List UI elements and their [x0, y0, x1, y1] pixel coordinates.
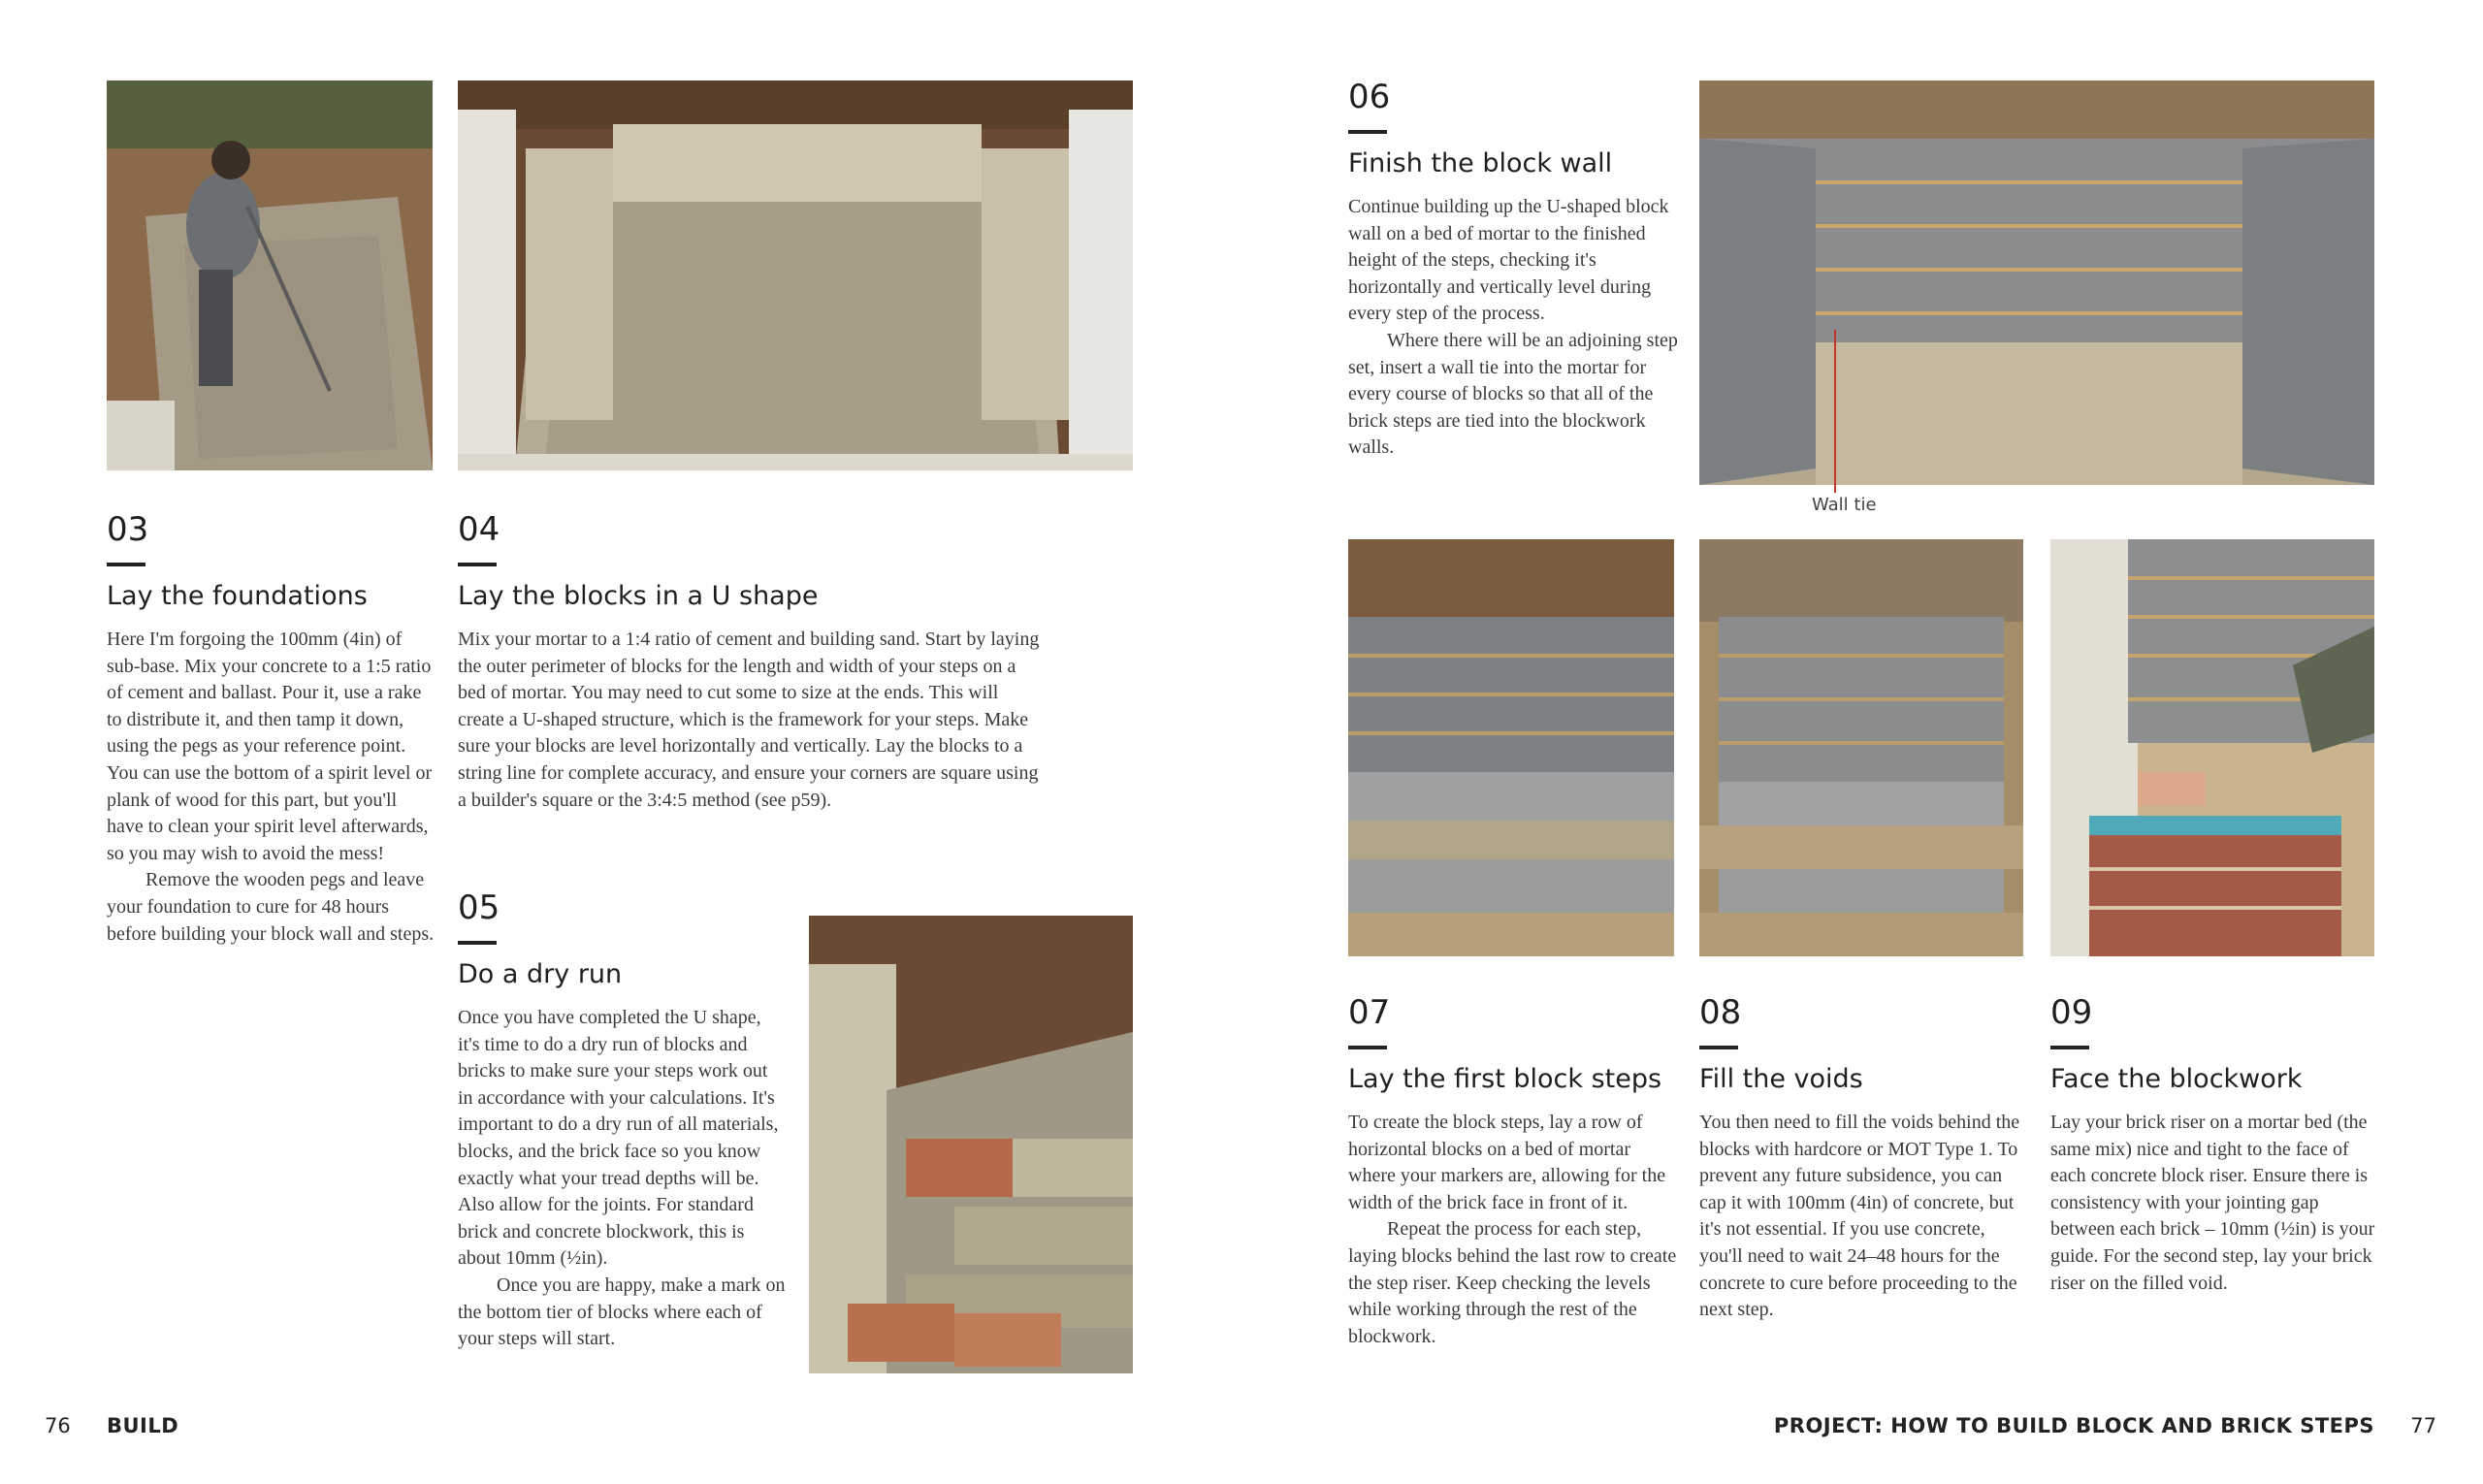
step-title: Finish the block wall: [1348, 148, 1613, 178]
photo-brick-facing: [2050, 539, 2374, 956]
step-05: [458, 888, 786, 1353]
photo-blocks-u-shape: [458, 81, 1133, 470]
step-number: 06: [1348, 78, 1391, 116]
step-number: 09: [2050, 993, 2093, 1032]
step-body: [1699, 1110, 2029, 1324]
step-rule: [458, 941, 497, 945]
step-title: Lay the blocks in a U shape: [458, 581, 819, 611]
step-paragraph: Mix your mortar to a 1:4 ratio of cement and building sand. Start by laying the outer perimeter of blocks for the length and width of your steps on a bed of mortar. You may need to cut some to size at the ends. This will create a U-shaped structure, which is the framework for your steps. Make sure your blocks are level horizontally and vertically. Lay the blocks to a string line for complete accuracy, and ensure your corners are square using a builder's square or the 3:4:5 method (see p59).: [458, 629, 1040, 811]
step-title: Lay the foundations: [107, 581, 368, 611]
step-paragraph: Lay your brick riser on a mortar bed (the same mix) nice and tight to the face of each concrete block riser. Ensure there is consistency with your jointing gap between each brick – 10mm (½in) is your guide. For the second step, lay your brick riser on the filled void.: [2050, 1112, 2375, 1294]
step-06: [1348, 78, 1678, 462]
step-07: [1348, 993, 1678, 1350]
step-body: [458, 1005, 786, 1353]
step-title: Do a dry run: [458, 959, 623, 989]
step-paragraph: You then need to fill the voids behind the blocks with hardcore or MOT Type 1. To prevent any future subsidence, you can cap it with 100mm (4in) of concrete, but it's not essential. If you use concrete, you'll need to wait 24–48 hours for the concrete to cure before proceeding to the next step.: [1699, 1112, 2020, 1321]
right-section-title: PROJECT: HOW TO BUILD BLOCK AND BRICK STEPS: [1773, 1414, 2374, 1437]
step-paragraph: Here I'm forgoing the 100mm (4in) of sub-base. Mix your concrete to a 1:5 ratio of cement and ballast. Pour it, use a rake to distribute it, and then tamp it down, using the pegs as your reference point. You can use the bottom of a spirit level or plank of wood for this part, but you'll have to clean your spirit level afterwards, so you may wish to avoid the mess!: [107, 629, 433, 864]
step-08: [1699, 993, 2029, 1324]
step-body: [2050, 1110, 2380, 1297]
wall-tie-caption: Wall tie: [1812, 495, 1877, 515]
left-page-number: 76: [45, 1414, 71, 1437]
step-paragraph: Once you are happy, make a mark on the bottom tier of blocks where each of your steps will start.: [458, 1274, 786, 1350]
step-rule: [458, 563, 497, 566]
step-paragraph: Where there will be an adjoining step set, insert a wall tie into the mortar for every course of blocks so that all of the brick steps are tied into the blockwork walls.: [1348, 329, 1678, 459]
wall-tie-leader-line: [1834, 330, 1836, 493]
step-number: 03: [107, 510, 149, 549]
step-rule: [1699, 1046, 1738, 1049]
step-rule: [1348, 130, 1387, 134]
step-number: 07: [1348, 993, 1391, 1032]
step-03: [107, 510, 436, 948]
photo-foundation-raking: [107, 81, 433, 470]
step-04: [458, 510, 1040, 814]
step-rule: [2050, 1046, 2089, 1049]
step-body: [1348, 1110, 1678, 1350]
step-body: [1348, 194, 1678, 462]
step-paragraph: Continue building up the U-shaped block wall on a bed of mortar to the finished height of the steps, checking it's horizontally and vertically level during every step of the process.: [1348, 196, 1669, 325]
step-paragraph: To create the block steps, lay a row of horizontal blocks on a bed of mortar where your markers are, allowing for the width of the brick face in front of it.: [1348, 1112, 1666, 1213]
photo-filled-voids: [1699, 539, 2023, 956]
photo-finished-block-wall: [1699, 81, 2374, 485]
step-number: 04: [458, 510, 500, 549]
right-page-number: 77: [2410, 1414, 2436, 1437]
step-paragraph: Repeat the process for each step, laying blocks behind the last row to create the step riser. Keep checking the levels while working through the rest of the blockwork.: [1348, 1218, 1677, 1347]
step-paragraph: Remove the wooden pegs and leave your foundation to cure for 48 hours before building your block wall and steps.: [107, 869, 435, 945]
step-number: 08: [1699, 993, 1742, 1032]
step-body: [458, 627, 1040, 814]
photo-first-block-steps: [1348, 539, 1674, 956]
left-section-title: BUILD: [107, 1414, 179, 1437]
step-rule: [1348, 1046, 1387, 1049]
step-number: 05: [458, 888, 500, 927]
step-title: Fill the voids: [1699, 1064, 1863, 1094]
step-body: [107, 627, 436, 948]
photo-dry-run: [809, 916, 1133, 1373]
step-title: Lay the first block steps: [1348, 1064, 1662, 1094]
step-09: [2050, 993, 2380, 1297]
step-rule: [107, 563, 145, 566]
step-title: Face the blockwork: [2050, 1064, 2303, 1094]
step-paragraph: Once you have completed the U shape, it's time to do a dry run of blocks and bricks to make sure your steps work out in accordance with your calculations. It's important to do a dry run of all materials, blocks, and the brick face so you know exactly what your tread depths will be. Also allow for the joints. For standard brick and concrete blockwork, this is about 10mm (½in).: [458, 1007, 779, 1270]
